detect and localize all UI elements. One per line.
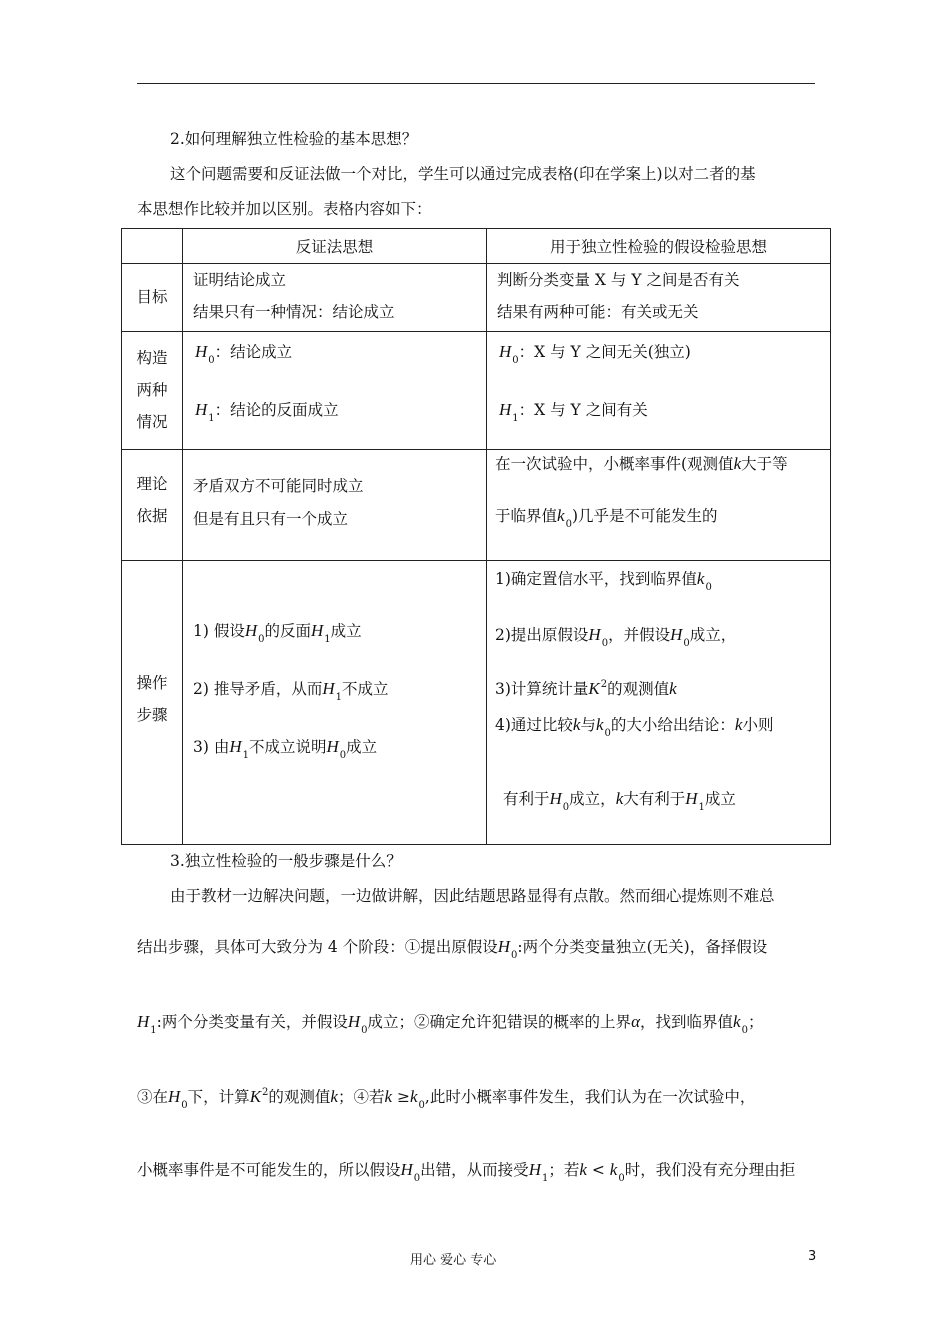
row-label-basis-2: 依据	[136, 507, 168, 525]
table-row-basis	[122, 450, 831, 561]
section3-line5: 小概率事件是不可能发生的，所以假设$H_0$出错，从而接受$H_1$；若$k < k_0$时，我们没有充分理由拒	[137, 1160, 796, 1184]
goal-right-2: 结果有两种可能：有关或无关	[497, 303, 699, 321]
basis-left-2: 但是有且只有一个成立	[193, 510, 349, 528]
basis-right-1: 在一次试验中，小概率事件(观测值k大于等	[495, 454, 788, 473]
section3-line4: ③在$H_0$下，计算$K^2$的观测值k；④若$k \ge k_0$,此时小概率事件发生，我们认为在一次试验中，	[137, 1087, 756, 1111]
row-label-basis-1: 理论	[136, 475, 168, 493]
header-rule	[137, 83, 815, 84]
goal-left-2: 结果只有一种情况：结论成立	[193, 303, 395, 321]
comparison-table	[121, 228, 831, 845]
section3-line2: 结出步骤，具体可大致分为 4 个阶段：①提出原假设$H_0$:两个分类变量独立(无关)，备择假设	[137, 937, 768, 961]
row-label-steps-2: 步骤	[136, 706, 168, 724]
row-label-steps-1: 操作	[136, 674, 168, 692]
row-label-construct-1: 构造	[136, 349, 168, 367]
row-label-construct-3: 情况	[136, 413, 168, 431]
section3-line1: 由于教材一边解决问题，一边做讲解，因此结题思路显得有点散。然而细心提炼则不难总	[170, 887, 775, 905]
page-number: 3	[808, 1249, 817, 1264]
steps-right-3: 3)计算统计量$K^2$的观测值k	[495, 679, 677, 698]
steps-right-4: 4)通过比较k与$k_0$的大小给出结论：k小则	[495, 715, 774, 739]
goal-left-1: 证明结论成立	[193, 271, 287, 289]
construct-right-h0: $H_0$：X 与 Y 之间无关(独立)	[499, 342, 691, 366]
steps-left-3: 3) 由$H_1$不成立说明$H_0$成立	[193, 737, 378, 761]
steps-left-1: 1) 假设$H_0$的反面$H_1$成立	[193, 621, 362, 645]
goal-right-1: 判断分类变量 X 与 Y 之间是否有关	[497, 271, 740, 289]
section3-heading: 3.独立性检验的一般步骤是什么？	[170, 852, 402, 870]
basis-left-1: 矛盾双方不可能同时成立	[193, 477, 364, 495]
steps-right-2: 2)提出原假设$H_0$，并假设$H_0$成立，	[495, 625, 737, 649]
basis-right-2: 于临界值$k_0$)几乎是不可能发生的	[495, 506, 718, 530]
section2-intro-line1: 这个问题需要和反证法做一个对比，学生可以通过完成表格(印在学案上)以对二者的基	[170, 165, 756, 183]
table-row-construct	[122, 332, 831, 450]
table-row-goal	[122, 264, 831, 332]
row-label-goal: 目标	[136, 288, 168, 306]
section3-line3: $H_1$:两个分类变量有关，并假设$H_0$成立；②确定允许犯错误的概率的上界α，找到临界值$k_0$；	[137, 1012, 764, 1036]
steps-right-5: 有利于$H_0$成立，k大有利于$H_1$成立	[503, 789, 736, 813]
table-row-steps	[122, 561, 831, 845]
construct-left-h0: $H_0$：结论成立	[195, 342, 293, 366]
steps-left-2: 2) 推导矛盾，从而$H_1$不成立	[193, 679, 389, 703]
section2-intro-line2: 本思想作比较并加以区别。表格内容如下：	[137, 200, 432, 218]
footer-motto: 用心 爱心 专心	[410, 1253, 497, 1268]
header-cell-empty	[122, 229, 183, 264]
header-cell-hypothesis: 用于独立性检验的假设检验思想	[487, 229, 831, 264]
steps-right-1: 1)确定置信水平，找到临界值$k_0$	[495, 569, 712, 593]
section2-heading: 2.如何理解独立性检验的基本思想？	[170, 130, 418, 148]
row-label-construct-2: 两种	[136, 381, 168, 399]
header-cell-proof: 反证法思想	[183, 229, 487, 264]
construct-left-h1: $H_1$：结论的反面成立	[195, 400, 339, 424]
construct-right-h1: $H_1$：X 与 Y 之间有关	[499, 400, 648, 424]
table-header-row	[122, 229, 831, 264]
